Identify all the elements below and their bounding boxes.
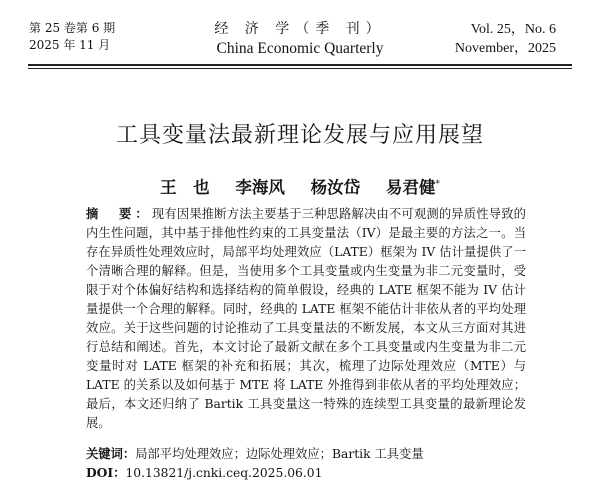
journal-header: [0, 0, 600, 64]
doi-text: 10.13821/j.cnki.ceq.2025.06.01: [125, 466, 323, 480]
issue-info-en: [455, 20, 556, 58]
doi: [86, 463, 526, 483]
header-rule-thick: [28, 64, 572, 66]
keywords-label: 关键词：: [86, 446, 136, 461]
corresponding-mark: *: [435, 179, 440, 190]
author-name-last: [386, 178, 440, 197]
date-cn: 2025 年 11 月: [29, 38, 111, 52]
journal-name-en: China Economic Quarterly: [216, 40, 384, 57]
abstract-text: 现有因果推断方法主要基于三种思路解决由不可观测的异质性导致的内生性问题，其中基于排他性约束的工具变量法（IV）是最主要的方法之一。当存在异质性处理效应时，局部平均处理效应（LATE）框架为 IV 估计量提供了一个清晰合理的解释。但是，当使用多个工具变量或内生变量为非二元变量时，受限于对个体偏好结构和选择结构的简单假设，经典的 LATE 框架不能为 IV 估计量提供一个合理的解释。同时，经典的 LATE 框架不能估计非依从者的平均处理效应。关于这些问题的讨论推动了工具变量法的不断发展，本文从三方面对其进行总结和阐述。首先，本文讨论了最新文献在多个工具变量或内生变量为非二元变量时对 LATE 框架的补充和拓展；其次，梳理了边际处理效应（MTE）与 LATE 的关系以及如何基于 MTE 将 LATE 外推得到非依从者的平均处理效应；最后，本文还归纳了 Bartik 工具变量这一特殊的连续型工具变量的最新理论发展。: [86, 207, 526, 430]
volume-issue-cn: 第 25 卷第 6 期: [29, 21, 116, 35]
doi-label: DOI：: [86, 465, 126, 480]
article-title: 工具变量法最新理论发展与应用展望: [115, 123, 484, 148]
author-name: 王 也: [160, 178, 210, 197]
author-list: [0, 174, 600, 198]
keywords-text: 局部平均处理效应；边际处理效应；Bartik 工具变量: [135, 447, 424, 461]
header-rule-thin: [28, 68, 572, 69]
keywords: [86, 444, 526, 464]
author-name: 李海风: [235, 178, 285, 197]
author-name: 易君健: [385, 178, 436, 197]
volume-issue-en: Vol. 25，No. 6: [470, 22, 556, 37]
abstract-label: 摘 要：: [86, 206, 152, 221]
date-en: November，2025: [454, 41, 556, 56]
author-name: 杨汝岱: [310, 178, 361, 197]
journal-name-cn: 经 济 学（季 刊）: [214, 21, 386, 37]
abstract: [86, 204, 526, 433]
